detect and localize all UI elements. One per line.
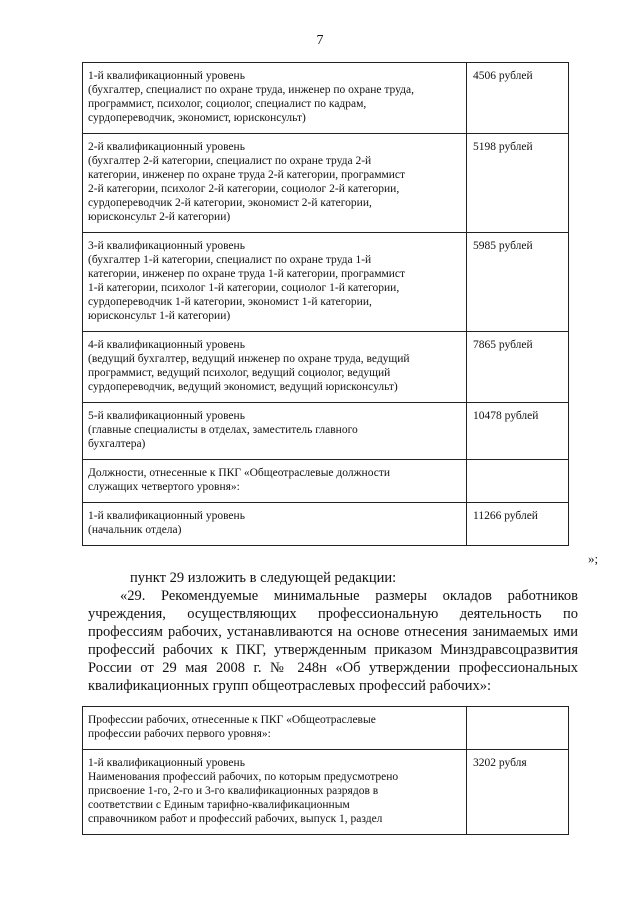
cell-line: справочником работ и профессий рабочих, выпуск 1, раздел	[88, 813, 383, 825]
salary-table-professionals	[82, 62, 569, 546]
salary-cell: 11266 рублей	[467, 503, 569, 546]
group-heading-cell	[83, 707, 467, 750]
cell-line: категории, инженер по охране труда 1-й категории, программист	[88, 268, 406, 280]
salary-cell	[467, 707, 569, 750]
cell-line: 5-й квалификационный уровень	[88, 410, 245, 422]
cell-line: Наименования профессий рабочих, по которым предусмотрено	[88, 771, 399, 783]
cell-line: сурдопереводчик 1-й категории, экономист 1-й категории,	[88, 296, 372, 308]
table-row	[83, 750, 569, 835]
cell-line: (бухгалтер 1-й категории, специалист по охране труда 1-й	[88, 254, 372, 266]
qualification-level-cell	[83, 63, 467, 134]
cell-line: профессии рабочих первого уровня»:	[88, 728, 271, 740]
cell-line: присвоение 1-го, 2-го и 3-го квалификационных разрядов в	[88, 785, 379, 797]
table-row	[83, 503, 569, 546]
qualification-level-cell	[83, 332, 467, 403]
salary-table-workers	[82, 706, 569, 835]
cell-line: Профессии рабочих, отнесенные к ПКГ «Общеотраслевые	[88, 714, 376, 726]
cell-line: 2-й квалификационный уровень	[88, 141, 245, 153]
salary-cell	[467, 460, 569, 503]
cell-line: 1-й квалификационный уровень	[88, 510, 245, 522]
salary-cell: 7865 рублей	[467, 332, 569, 403]
qualification-level-cell	[83, 403, 467, 460]
cell-line: 1-й квалификационный уровень	[88, 757, 245, 769]
cell-line: (начальник отдела)	[88, 524, 182, 536]
cell-line: служащих четвертого уровня»:	[88, 481, 240, 493]
salary-cell: 4506 рублей	[467, 63, 569, 134]
page-number: 7	[316, 33, 324, 48]
amendment-intro-paragraph: пункт 29 изложить в следующей редакции:	[130, 570, 397, 586]
cell-line: сурдопереводчик, ведущий экономист, ведущий юрисконсульт)	[88, 381, 398, 393]
salary-cell: 10478 рублей	[467, 403, 569, 460]
cell-line: (бухгалтер, специалист по охране труда, инженер по охране труда,	[88, 84, 414, 96]
cell-line: сурдопереводчик, экономист, юрисконсульт)	[88, 112, 306, 124]
cell-line: 1-й квалификационный уровень	[88, 70, 245, 82]
cell-line: 3-й квалификационный уровень	[88, 240, 245, 252]
table-row	[83, 707, 569, 750]
salary-cell: 5198 рублей	[467, 134, 569, 233]
cell-line: программист, ведущий психолог, ведущий социолог, ведущий	[88, 367, 391, 379]
qualification-level-cell	[83, 750, 467, 835]
table-row	[83, 233, 569, 332]
cell-line: программист, психолог, социолог, специалист по кадрам,	[88, 98, 367, 110]
cell-line: соответствии с Единым тарифно-квалификационным	[88, 799, 350, 811]
closing-quote-mark: »;	[588, 551, 599, 566]
table-row	[83, 403, 569, 460]
salary-cell: 5985 рублей	[467, 233, 569, 332]
table-row	[83, 63, 569, 134]
cell-line: 1-й категории, психолог 1-й категории, социолог 1-й категории,	[88, 282, 400, 294]
cell-line: бухгалтера)	[88, 438, 146, 450]
table-row	[83, 460, 569, 503]
table-row	[83, 134, 569, 233]
cell-line: категории, инженер по охране труда 2-й категории, программист	[88, 169, 406, 181]
cell-line: (ведущий бухгалтер, ведущий инженер по охране труда, ведущий	[88, 353, 410, 365]
salary-cell: 3202 рубля	[467, 750, 569, 835]
qualification-level-cell	[83, 503, 467, 546]
qualification-level-cell	[83, 134, 467, 233]
qualification-level-cell	[83, 233, 467, 332]
cell-line: (бухгалтер 2-й категории, специалист по охране труда 2-й	[88, 155, 372, 167]
cell-line: 4-й квалификационный уровень	[88, 339, 245, 351]
cell-line: (главные специалисты в отделах, заместитель главного	[88, 424, 358, 436]
cell-line: юрисконсульт 1-й категории)	[88, 310, 231, 322]
table-row	[83, 332, 569, 403]
cell-line: 2-й категории, психолог 2-й категории, социолог 2-й категории,	[88, 183, 400, 195]
cell-line: Должности, отнесенные к ПКГ «Общеотраслевые должности	[88, 467, 391, 479]
group-heading-cell	[83, 460, 467, 503]
cell-line: юрисконсульт 2-й категории)	[88, 211, 231, 223]
cell-line: сурдопереводчик 2-й категории, экономист 2-й категории,	[88, 197, 372, 209]
clause-29-paragraph: «29. Рекомендуемые минимальные размеры окладов работников учреждения, осуществляющих профессиональную деятельность по профессиям рабочих, устанавливаются на основе отнесения занимаемых ими профессий рабочих к ПКГ, утвержденным приказом Минздравсоцразвития России от 29 мая 2008 г. № 248н «Об утверждении профессиональных квалификационных групп общеотраслевых профессий рабочих»:	[88, 588, 578, 694]
